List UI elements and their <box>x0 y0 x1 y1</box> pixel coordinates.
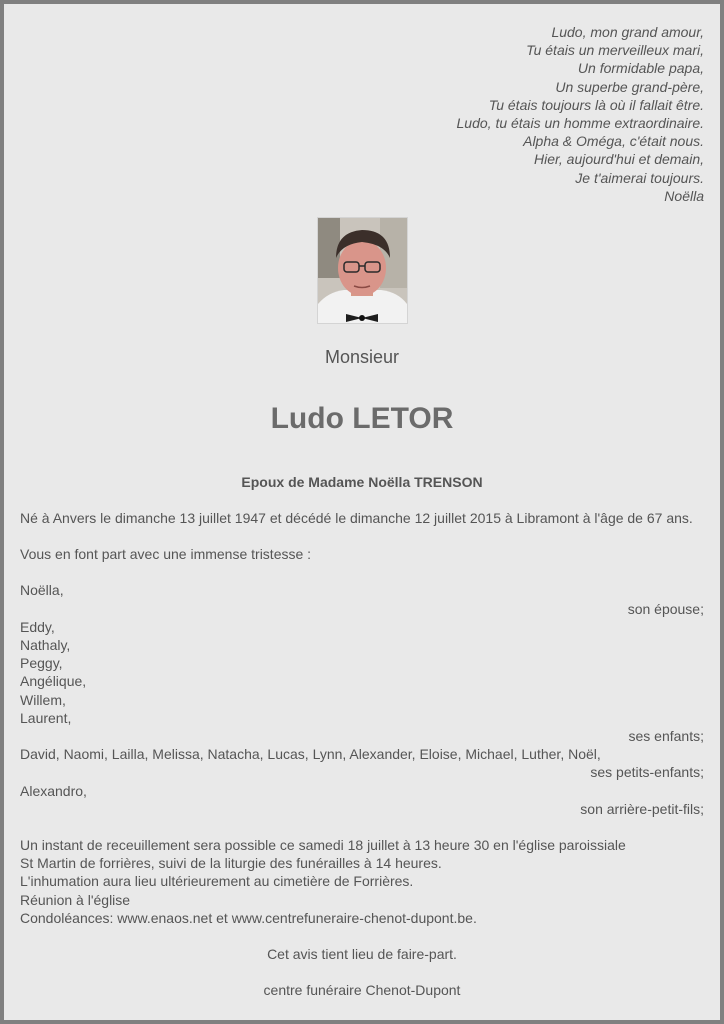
poem-line: Hier, aujourd'hui et demain, <box>534 151 704 168</box>
ceremony-line: St Martin de forrières, suivi de la liturgie des funérailles à 14 heures. <box>20 855 442 872</box>
child-name: Eddy, <box>20 618 55 635</box>
child-name: Nathaly, <box>20 637 71 654</box>
spouse-name: Noëlla, <box>20 582 64 599</box>
spouse-line: Epoux de Madame Noëlla TRENSON <box>241 474 483 490</box>
poem-line: Ludo, tu étais un homme extraordinaire. <box>456 115 704 132</box>
poem-line: Un superbe grand-père, <box>555 78 704 95</box>
portrait-photo <box>317 217 408 324</box>
poem-line: Un formidable papa, <box>577 60 704 77</box>
obituary-body <box>20 509 704 999</box>
great-grandchild-role: son arrière-petit-fils; <box>580 800 704 817</box>
grandchildren-role: ses petits-enfants; <box>590 764 704 781</box>
salutation: Monsieur <box>324 347 400 367</box>
ceremony-line: L'inhumation aura lieu ultérieurement au cimetière de Forrières. <box>20 873 414 890</box>
poem-signature: Noëlla <box>664 187 704 204</box>
great-grandchild-name: Alexandro, <box>20 782 87 799</box>
poem-line: Ludo, mon grand amour, <box>551 24 704 40</box>
spouse-role: son épouse; <box>627 600 704 617</box>
ceremony-line: Un instant de receuillement sera possible ce samedi 18 juillet à 13 heure 30 en l'église paroissiale <box>20 837 626 854</box>
notice-text: Cet avis tient lieu de faire-part. <box>267 946 457 963</box>
child-name: Angélique, <box>20 673 87 690</box>
poem-line: Tu étais toujours là où il fallait être. <box>488 96 704 113</box>
deceased-name: Ludo LETOR <box>270 402 454 435</box>
condolences-line: Condoléances: www.enaos.net et www.centrefuneraire-chenot-dupont.be. <box>20 909 477 926</box>
grandchildren-names: David, Naomi, Lailla, Melissa, Natacha, Lucas, Lynn, Alexander, Eloise, Michael, Luther, Noël, <box>20 746 601 763</box>
poem-line: Je t'aimerai toujours. <box>575 169 704 186</box>
intro-text: Vous en font part avec une immense tristesse : <box>20 546 312 563</box>
children-role: ses enfants; <box>628 728 704 745</box>
funeral-home: centre funéraire Chenot-Dupont <box>263 982 461 999</box>
poem-line: Tu étais un merveilleux mari, <box>526 42 704 59</box>
poem <box>457 23 704 205</box>
child-name: Laurent, <box>20 709 72 726</box>
portrait-illustration <box>318 218 407 323</box>
child-name: Willem, <box>20 691 66 708</box>
poem-line: Alpha & Oméga, c'était nous. <box>523 133 704 150</box>
child-name: Peggy, <box>20 655 63 672</box>
birth-death-text: Né à Anvers le dimanche 13 juillet 1947 et décédé le dimanche 12 juillet 2015 à Libramont à l'âge de 67 ans. <box>20 510 693 526</box>
ceremony-line: Réunion à l'église <box>20 891 131 908</box>
